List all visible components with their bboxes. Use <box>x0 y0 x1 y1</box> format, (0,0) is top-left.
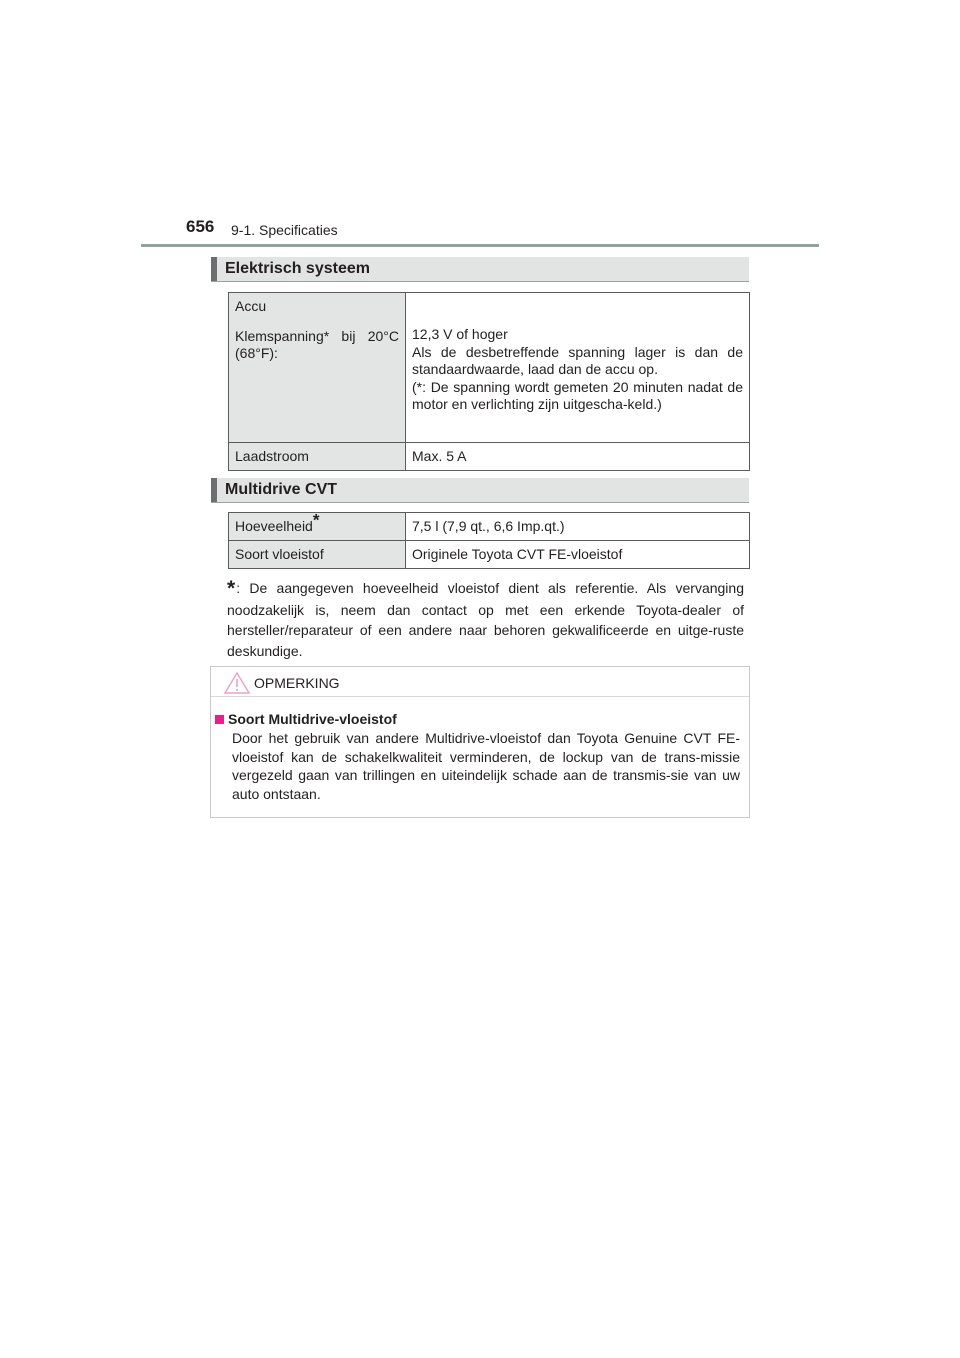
quantity-label-text: Hoeveelheid <box>235 518 313 534</box>
notice-title: OPMERKING <box>254 675 340 691</box>
voltage-value-cell <box>406 293 750 443</box>
section-title: Elektrisch systeem <box>225 260 370 277</box>
quantity-star: * <box>312 510 320 530</box>
notice-header <box>211 667 749 697</box>
section-bar <box>211 478 217 502</box>
page-number: 656 <box>186 217 215 236</box>
voltage-value: 12,3 V of hoger <box>412 326 508 342</box>
quantity-value: 7,5 l (7,9 qt., 6,6 Imp.qt.) <box>406 513 750 541</box>
footnote <box>227 578 744 661</box>
battery-label-cell <box>229 293 406 443</box>
section-title: Multidrive CVT <box>225 481 338 498</box>
table-row <box>229 293 750 443</box>
header-rule <box>141 244 819 247</box>
voltage-label: Klemspanning* bij 20°C (68°F): <box>235 327 399 361</box>
charge-value: Max. 5 A <box>406 443 750 471</box>
table-row <box>229 541 750 569</box>
section-bar <box>211 257 217 281</box>
table-row <box>229 443 750 471</box>
fluid-value: Originele Toyota CVT FE-vloeistof <box>406 541 750 569</box>
notice-subheading <box>215 711 397 727</box>
fluid-label: Soort vloeistof <box>229 541 406 569</box>
notice-subheading-text: Soort Multidrive-vloeistof <box>228 711 397 727</box>
notice-body: Door het gebruik van andere Multidrive-vloeistof dan Toyota Genuine CVT FE-vloeistof kan de schakelkwaliteit verminderen, de lockup van de trans-missie vergezeld gaan van trillingen en uiteindelijk schade aan de transmis-sie van uw auto ontstaan. <box>232 730 740 802</box>
voltage-footnote: (*: De spanning wordt gemeten 20 minuten nadat de motor en verlichting zijn uitgescha-keld.) <box>412 378 743 412</box>
bullet-square-icon <box>215 715 224 724</box>
chapter-title: 9-1. Specificaties <box>231 222 338 238</box>
cvt-spec-table <box>228 512 750 569</box>
voltage-note: Als de desbetreffende spanning lager is dan de standaardwaarde, laad dan de accu op. <box>412 343 743 377</box>
section-heading-cvt <box>211 478 749 503</box>
charge-label: Laadstroom <box>229 443 406 471</box>
table-row <box>229 513 750 541</box>
footnote-text: : De aangegeven hoeveelheid vloeistof dient als referentie. Als vervanging noodzakelijk is, neem dan contact op met een erkende Toyota-dealer of hersteller/reparateur of een andere naar behoren gekwalificeerde en uitge-ruste deskundige. <box>227 580 744 659</box>
battery-label: Accu <box>235 298 267 314</box>
warning-triangle-icon <box>224 672 250 694</box>
quantity-label <box>229 510 406 541</box>
notice-box <box>210 666 750 818</box>
section-heading-electrical <box>211 257 749 282</box>
electrical-spec-table <box>228 292 750 471</box>
footnote-marker: * <box>227 577 236 600</box>
